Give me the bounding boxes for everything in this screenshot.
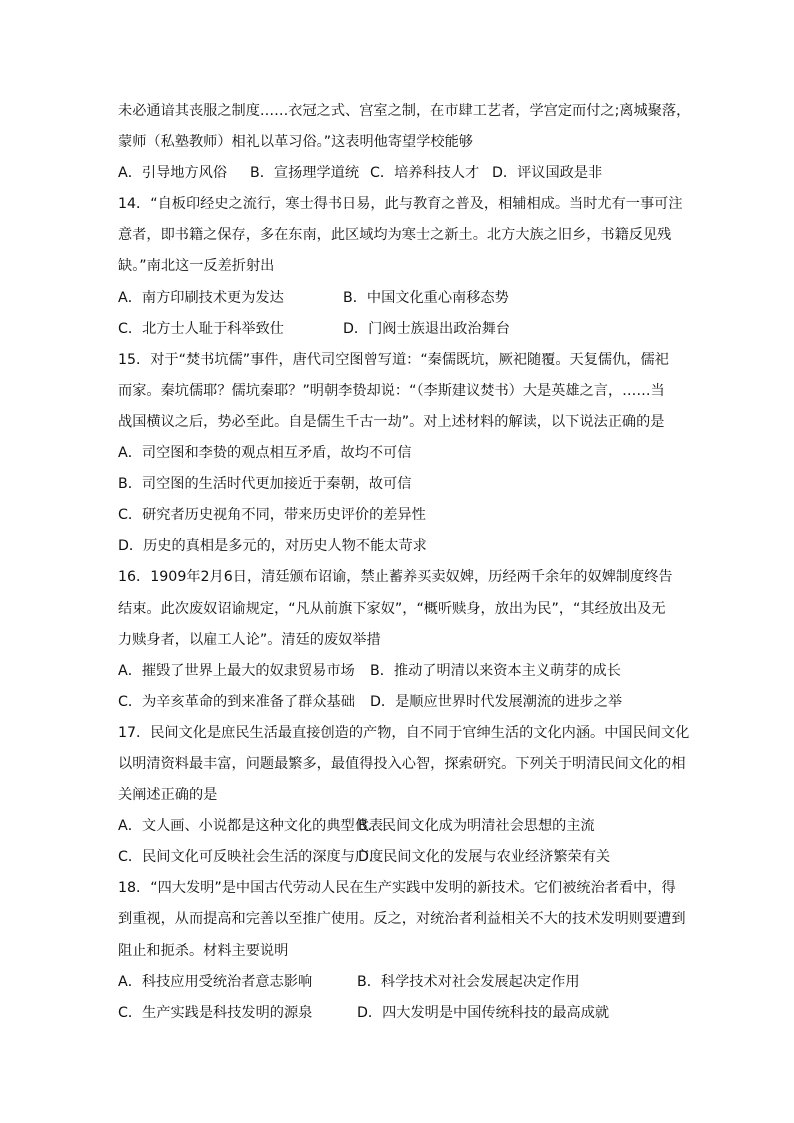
exam-content <box>118 96 691 1029</box>
text-line: 战国横议之后，势必至此。自是儒生千古一劫”。对上述材料的解读，以下说法正确的是 <box>118 413 665 430</box>
answer-option: C．民间文化可反映社会生活的深度与广度 <box>118 849 384 866</box>
text-line: 未必通谙其丧服之制度……衣冠之式、宫室之制，在市肆工艺者，学宫定而付之;离城聚落， <box>118 103 691 119</box>
answer-option: D．是顺应世界时代发展潮流的进步之举 <box>370 693 623 710</box>
answer-options-row <box>118 283 680 314</box>
answer-option: C．北方士人耻于科举致仕 <box>118 320 284 337</box>
answer-options-row <box>118 158 680 189</box>
answer-option: D．评议国政是非 <box>492 165 603 182</box>
answer-option: D．民间文化的发展与农业经济繁荣有关 <box>358 849 611 866</box>
answer-options-row <box>118 842 680 873</box>
answer-options-row <box>118 314 680 345</box>
answer-option: A．摧毁了世界上最大的奴隶贸易市场 <box>118 662 355 679</box>
answer-option: A．科技应用受统治者意志影响 <box>118 973 313 990</box>
text-line: 16．1909年2月6日，清廷颁布诏谕，禁止蓄养买卖奴婢，历经两千余年的奴婢制度终告 <box>118 569 673 586</box>
text-line: 关阐述正确的是 <box>118 787 218 804</box>
answer-options-row <box>118 656 680 687</box>
text-line: 15．对于“焚书坑儒”事件，唐代司空图曾写道：“秦儒既坑，厥祀随覆。天复儒仇，儒祀 <box>118 351 669 368</box>
text-line: 结束。此次废奴诏谕规定，“凡从前旗下家奴”，“概听赎身，放出为民”，“其经放出及无 <box>118 600 666 617</box>
answer-option: B．中国文化重心南移态势 <box>343 289 509 306</box>
answer-options-row <box>118 998 680 1029</box>
answer-option: C．培养科技人才 <box>370 165 480 182</box>
answer-option: A．引导地方风俗 <box>118 165 228 182</box>
answer-option: C．为辛亥革命的到来准备了群众基础 <box>118 693 355 710</box>
text-line: 以明清资料最丰富，问题最繁多，最值得投入心智，探索研究。下列关于明清民间文化的相 <box>118 755 686 772</box>
answer-option: A．南方印刷技术更为发达 <box>118 289 284 306</box>
answer-option: B．民间文化成为明清社会思想的主流 <box>358 818 595 835</box>
answer-option: D．四大发明是中国传统科技的最高成就 <box>357 1004 610 1021</box>
answer-option: A．文人画、小说都是这种文化的典型代表 <box>118 818 384 835</box>
text-line: 18．“四大发明”是中国古代劳动人民在生产实践中发明的新技术。它们被统治者看中，得 <box>118 880 676 897</box>
answer-option: B．宣扬理学道统 <box>250 165 360 182</box>
text-line: 缺。”南北这一反差折射出 <box>118 258 275 275</box>
text-line: C．研究者历史视角不同，带来历史评价的差异性 <box>118 507 426 524</box>
text-line: 蒙师（私塾教师）相礼以革习俗。”这表明他寄望学校能够 <box>118 134 473 151</box>
text-line: 到重视，从而提高和完善以至推广使用。反之，对统治者利益相关不大的技术发明则要遭到 <box>118 911 686 928</box>
answer-option: D．门阀士族退出政治舞台 <box>343 320 510 337</box>
text-line: A．司空图和李贽的观点相互矛盾，故均不可信 <box>118 445 412 462</box>
answer-option: B．科学技术对社会发展起决定作用 <box>357 973 580 990</box>
text-line: 力赎身者，以雇工人论”。清廷的废奴举措 <box>118 631 381 648</box>
answer-options-row <box>118 687 680 718</box>
answer-options-row <box>118 967 680 998</box>
text-line: B．司空图的生活时代更加接近于秦朝，故可信 <box>118 476 412 493</box>
text-line: 而家。秦坑儒耶？儒坑秦耶？”明朝李贽却说：“（李斯建议焚书）大是英雄之言，……当 <box>118 382 665 399</box>
text-line: 意者，即书籍之保存，多在东南，此区域均为寒士之新土。北方大族之旧乡，书籍反见残 <box>118 227 672 244</box>
answer-options-row <box>118 811 680 842</box>
answer-option: C．生产实践是科技发明的源泉 <box>118 1004 313 1021</box>
text-line: 14．“自板印经史之流行，寒士得书日易，此与教育之普及，相辅相成。当时尤有一事可注 <box>118 196 683 213</box>
text-line: D．历史的真相是多元的，对历史人物不能太苛求 <box>118 538 427 555</box>
text-line: 17．民间文化是庶民生活最直接创造的产物，自不同于官绅生活的文化内涵。中国民间文化 <box>118 724 690 741</box>
text-line: 阻止和扼杀。材料主要说明 <box>118 942 289 959</box>
answer-option: B．推动了明清以来资本主义萌芽的成长 <box>370 662 621 679</box>
